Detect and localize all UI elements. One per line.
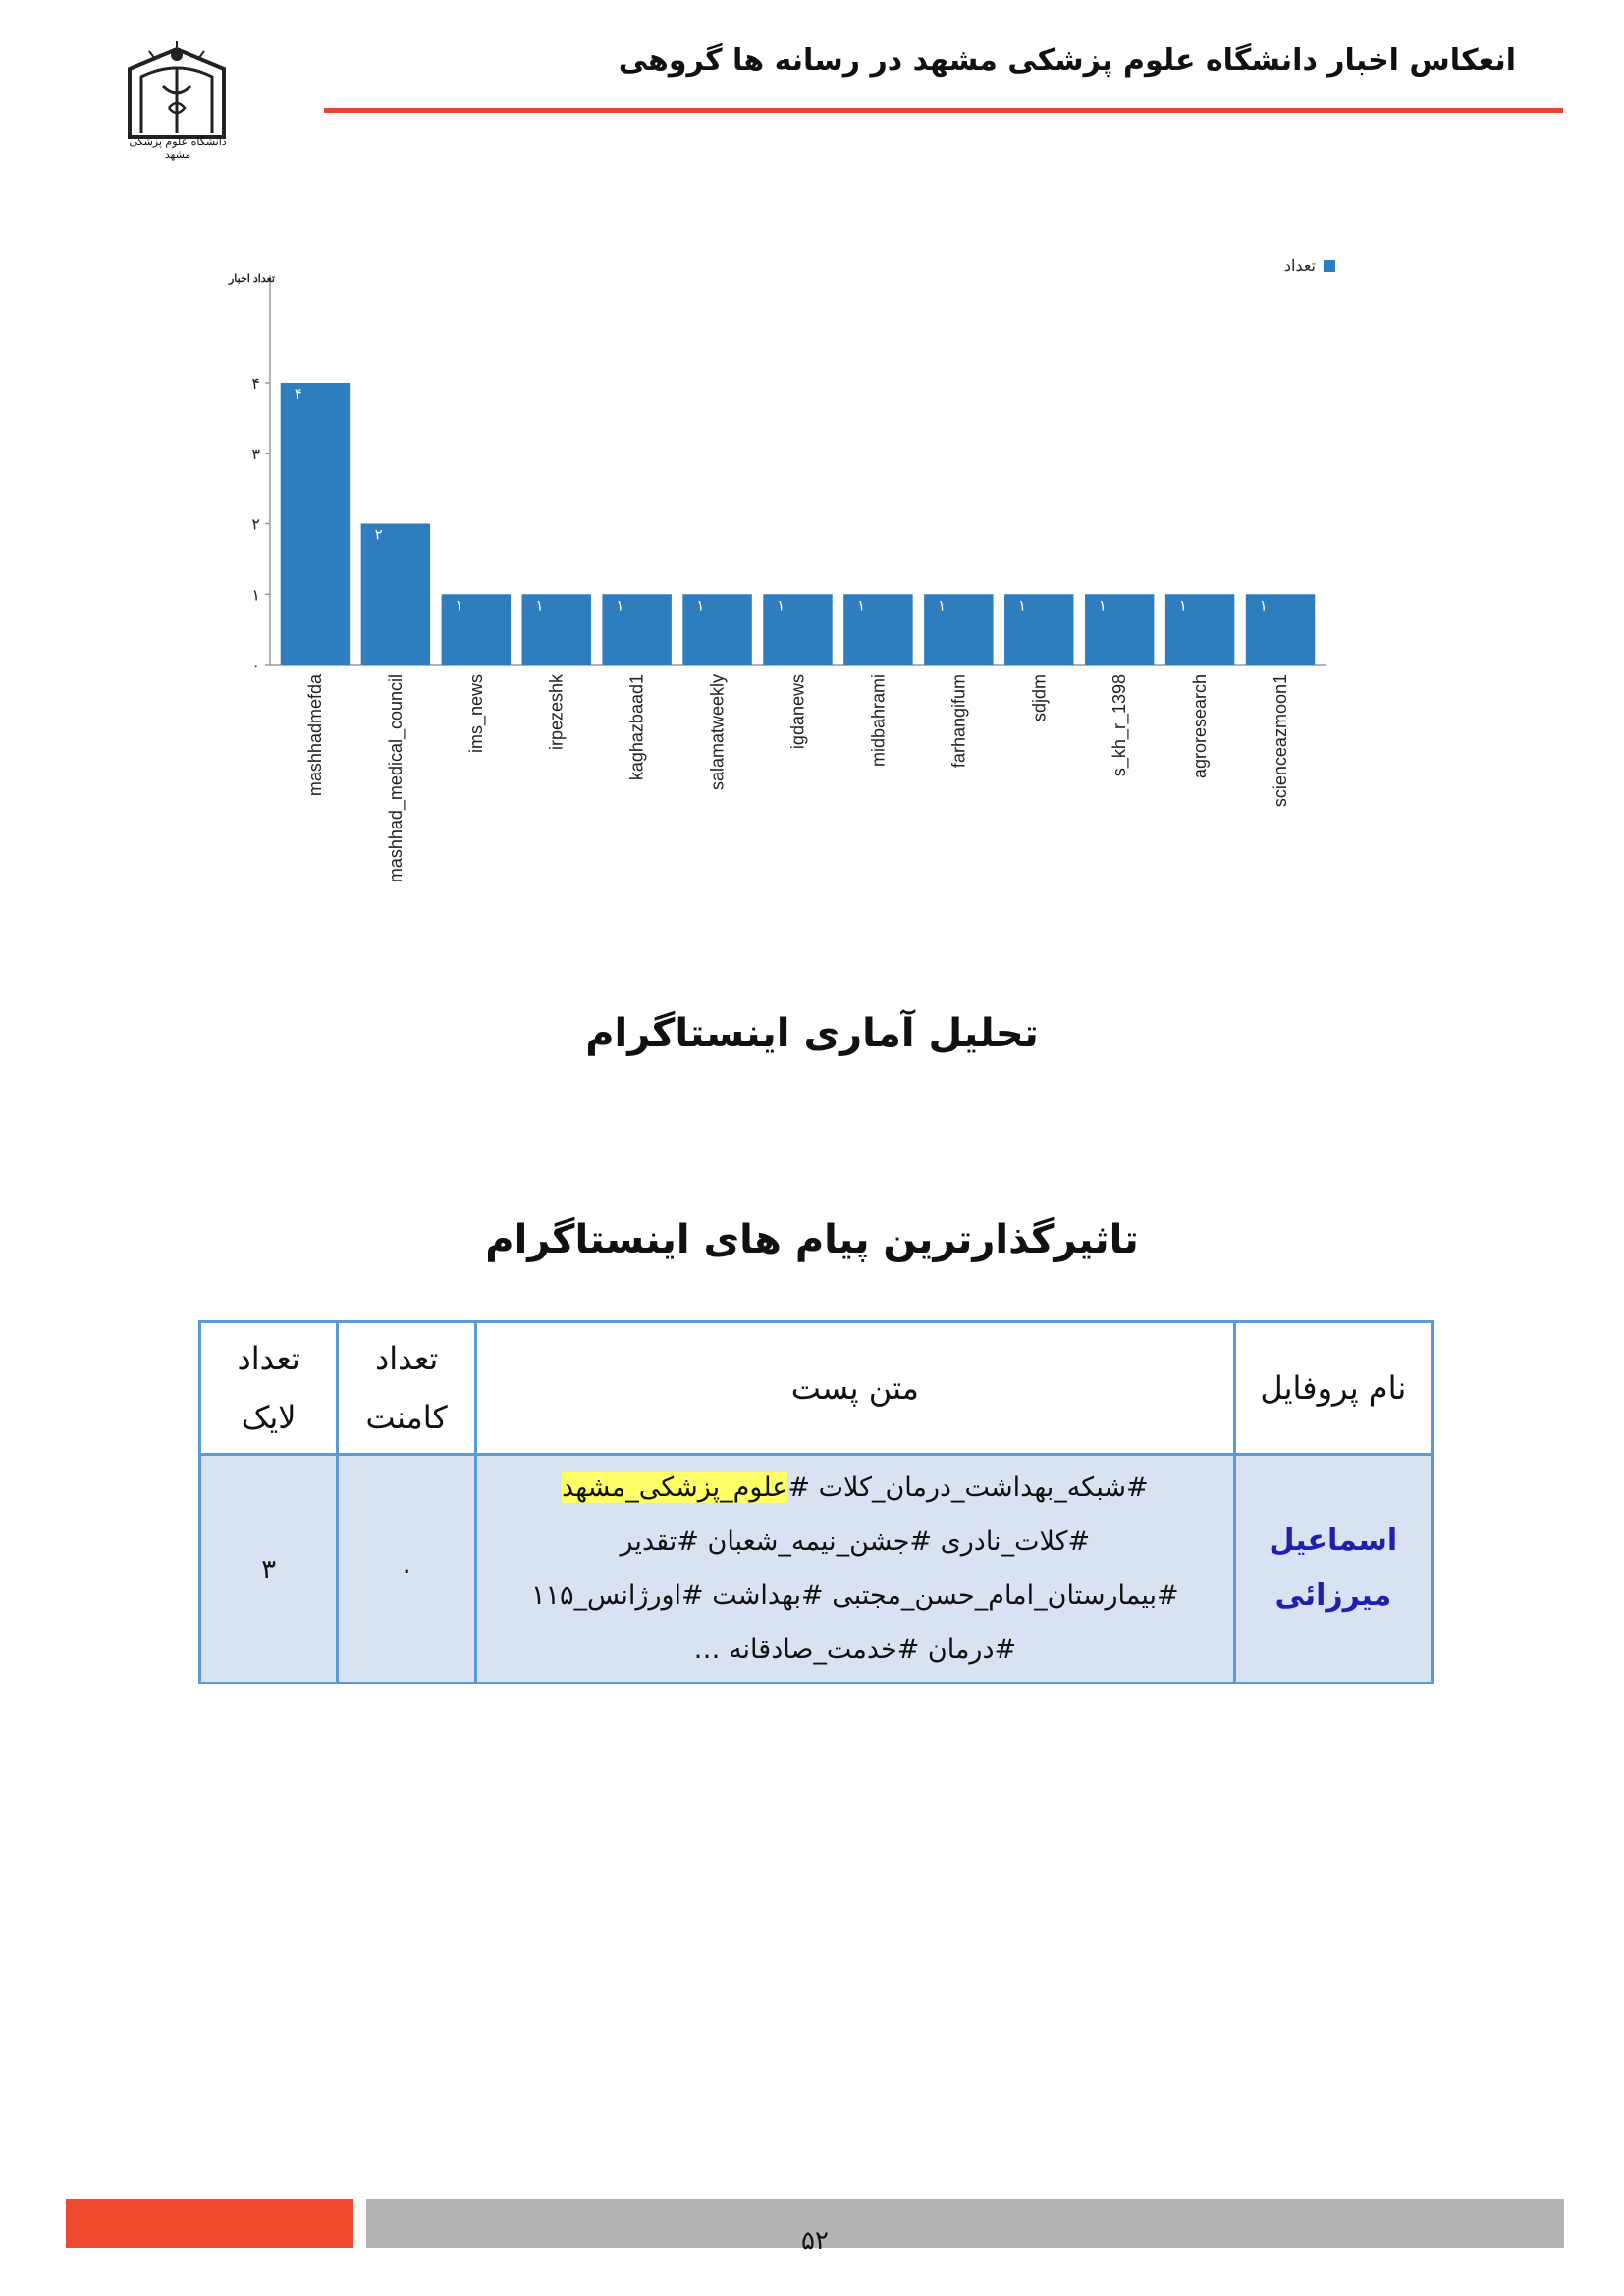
bar-value-label: ۱ (857, 597, 866, 614)
bar (763, 594, 832, 665)
y-tick-label: ۲ (251, 516, 260, 534)
x-tick-label: sdjdm (1029, 674, 1050, 722)
column-header-comments (338, 1322, 476, 1455)
header-divider (324, 108, 1563, 113)
bar-value-label: ۱ (535, 597, 544, 614)
bar (361, 524, 430, 666)
bar (281, 383, 350, 665)
footer-gray-bar (366, 2199, 1564, 2248)
bar-value-label: ۱ (1098, 597, 1107, 614)
page-header-title: انعکاس اخبار دانشگاه علوم پزشکی مشهد در رسانه ها گروهی (618, 43, 1516, 78)
y-tick-label: ۱ (251, 587, 260, 605)
x-tick-label: farhangifum (948, 674, 969, 769)
bar (602, 594, 671, 665)
post-text-line4: #درمان #خدمت_صادقانه … (693, 1634, 1017, 1665)
bar (1085, 594, 1154, 665)
section-title-top-posts: تاثیرگذارترین پیام های اینستاگرام (485, 1217, 1139, 1262)
profile-name-line2: میرزائی (1274, 1578, 1392, 1613)
profile-name-line1: اسماعیل (1269, 1523, 1398, 1558)
x-tick-label: agroresearch (1190, 674, 1211, 779)
x-tick-label: kaghazbaad1 (626, 674, 647, 781)
footer-red-bar (66, 2199, 353, 2248)
x-tick-label: midbahrami (868, 674, 889, 768)
bar (1004, 594, 1073, 665)
bar-value-label: ۱ (455, 597, 463, 614)
table-header-row (200, 1322, 1433, 1455)
bar (442, 594, 511, 665)
comments-count: ۰ (338, 1455, 476, 1683)
bar-value-label: ۴ (294, 386, 302, 402)
post-text-line1-start: #شبکه_بهداشت_درمان_کلات # (787, 1472, 1149, 1503)
x-tick-label: irpezeshk (546, 674, 567, 751)
post-text-line2: #کلات_نادری #جشن_نیمه_شعبان #تقدیر (620, 1526, 1091, 1557)
x-tick-label: mashhad_medical_council (385, 674, 406, 883)
bar-value-label: ۱ (696, 597, 705, 614)
x-tick-label: s_kh_r_1398 (1110, 674, 1130, 777)
page-number: ۵۲ (801, 2226, 829, 2256)
post-text-line3: #بیمارستان_امام_حسن_مجتبی #بهداشت #اورژانس_۱۱۵ (530, 1580, 1179, 1611)
likes-count: ۳ (200, 1455, 338, 1683)
y-tick-label: ۴ (251, 376, 260, 393)
column-header-likes-line2: لایک (241, 1399, 297, 1436)
table-row (200, 1455, 1433, 1683)
bar-value-label: ۱ (616, 597, 624, 614)
column-header-likes-line1: تعداد (237, 1340, 300, 1377)
post-text-line1 (494, 1461, 1217, 1515)
column-header-comments-line2: کامنت (365, 1399, 448, 1436)
bar-value-label: ۱ (1018, 597, 1027, 614)
legend-label: تعداد (1283, 258, 1316, 275)
x-tick-label: salamatweekly (707, 674, 728, 791)
post-text-cell (476, 1455, 1235, 1683)
bar-value-label: ۲ (374, 526, 383, 544)
column-header-comments-line1: تعداد (375, 1340, 439, 1377)
bar (1246, 594, 1315, 665)
bar (682, 594, 751, 665)
post-text (478, 1457, 1232, 1681)
bar-value-label: ۱ (777, 597, 785, 614)
y-tick-label: ۰ (251, 658, 260, 674)
profile-cell (1234, 1455, 1432, 1683)
bar-value-label: ۱ (1178, 597, 1187, 614)
bar-value-label: ۱ (938, 597, 947, 614)
bar-value-label: ۱ (1259, 597, 1268, 614)
bar (924, 594, 993, 665)
bar (843, 594, 912, 665)
x-tick-label: ims_news (465, 674, 486, 754)
profile-name[interactable] (1237, 1514, 1430, 1624)
bar (1165, 594, 1234, 665)
y-axis-label: تعداد اخبار (229, 273, 275, 285)
bar (522, 594, 591, 665)
section-title-stats: تحلیل آماری اینستاگرام (585, 1011, 1039, 1056)
y-tick-label: ۳ (251, 446, 260, 463)
column-header-post-text: متن پست (476, 1322, 1235, 1455)
x-tick-label: igdanews (787, 674, 808, 750)
column-header-profile: نام پروفایل (1234, 1322, 1432, 1455)
logo-caption: دانشگاه علوم پزشکی مشهد (129, 135, 227, 161)
x-tick-label: mashhadmefda (304, 674, 325, 797)
column-header-likes (200, 1322, 338, 1455)
top-posts-table (198, 1320, 1434, 1684)
x-tick-label: scienceazmoon1 (1271, 674, 1291, 808)
highlighted-keyword: علوم_پزشکی_مشهد (562, 1472, 788, 1503)
bar-chart (229, 245, 1375, 972)
legend-swatch (1324, 260, 1335, 272)
